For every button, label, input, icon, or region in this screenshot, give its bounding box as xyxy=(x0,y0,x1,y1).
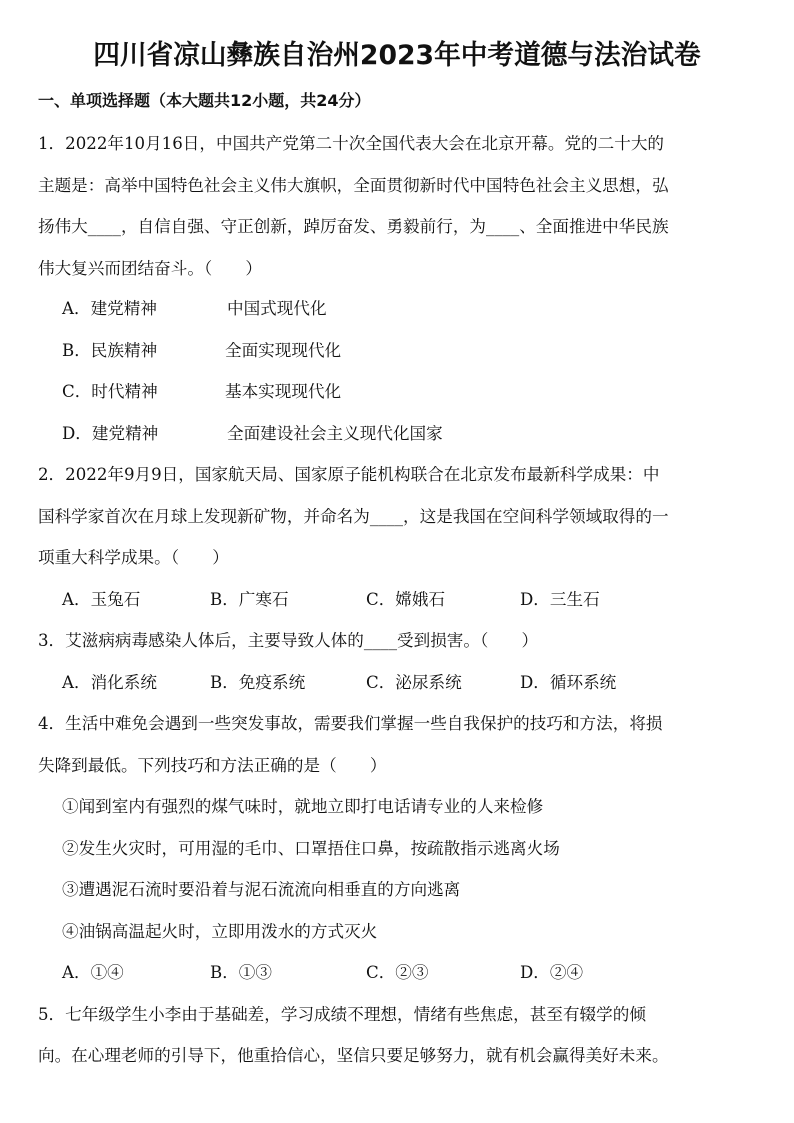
q4-option-c: C．②③ xyxy=(366,963,429,982)
q3-option-b: B．免疫系统 xyxy=(210,673,306,692)
q2-line-1: 2．2022年9月9日，国家航天局、国家原子能机构联合在北京发布最新科学成果：中 xyxy=(38,465,660,484)
q5-line-1: 5．七年级学生小李由于基础差，学习成绩不理想，情绪有些焦虑，甚至有辍学的倾 xyxy=(38,1005,646,1024)
q3-option-d: D．循环系统 xyxy=(520,673,617,692)
q2-line-2: 国科学家首次在月球上发现新矿物，并命名为____，这是我国在空间科学领域取得的一 xyxy=(38,507,669,526)
q1-option-b xyxy=(62,339,157,363)
option-key: D． xyxy=(62,424,92,443)
q3-option-c: C．泌尿系统 xyxy=(366,673,462,692)
q4-line-2: 失降到最低。下列技巧和方法正确的是（ ） xyxy=(38,756,387,775)
q1-option-c-b: 基本实现现代化 xyxy=(225,382,342,401)
q4-item-2: ②发生火灾时，可用湿的毛巾、口罩捂住口鼻，按疏散指示逃离火场 xyxy=(62,839,560,858)
option-text-a: 时代精神 xyxy=(91,382,158,401)
q2-option-b: B．广寒石 xyxy=(210,590,289,609)
q1-line-3: 扬伟大____，自信自强、守正创新，踔厉奋发、勇毅前行，为____、全面推进中华民族 xyxy=(38,217,669,236)
q1-option-c xyxy=(62,380,158,404)
q5-line-2: 向。在心理老师的引导下，他重拾信心，坚信只要足够努力，就有机会赢得美好未来。 xyxy=(38,1046,669,1065)
q2-option-d: D．三生石 xyxy=(520,590,600,609)
q1-option-d xyxy=(62,422,158,446)
q3-line-1: 3．艾滋病病毒感染人体后，主要导致人体的____受到损害。（ ） xyxy=(38,631,539,650)
q2-option-c: C．嫦娥石 xyxy=(366,590,446,609)
section-heading: 一、单项选择题（本大题共12小题，共24分） xyxy=(38,91,371,110)
q4-item-3: ③遭遇泥石流时要沿着与泥石流流向相垂直的方向逃离 xyxy=(62,880,461,899)
q4-item-1: ①闻到室内有强烈的煤气味时，就地立即打电话请专业的人来检修 xyxy=(62,797,544,816)
exam-title: 四川省凉山彝族自治州2023年中考道德与法治试卷 xyxy=(93,40,701,71)
option-key: C． xyxy=(62,382,92,401)
q2-line-3: 项重大科学成果。（ ） xyxy=(38,548,229,567)
q2-option-a: A．玉兔石 xyxy=(62,590,141,609)
q1-option-b-b: 全面实现现代化 xyxy=(225,341,342,360)
q4-line-1: 4．生活中难免会遇到一些突发事故，需要我们掌握一些自我保护的技巧和方法，将损 xyxy=(38,714,663,733)
q1-option-a-b: 中国式现代化 xyxy=(227,299,327,318)
q1-line-2: 主题是：高举中国特色社会主义伟大旗帜，全面贯彻新时代中国特色社会主义思想，弘 xyxy=(38,176,669,195)
option-key: B． xyxy=(62,341,91,360)
q1-option-d-b: 全面建设社会主义现代化国家 xyxy=(227,424,443,443)
option-key: A． xyxy=(62,299,91,318)
q1-line-4: 伟大复兴而团结奋斗。（ ） xyxy=(38,259,263,278)
q4-option-a: A．①④ xyxy=(62,963,124,982)
option-text-a: 民族精神 xyxy=(90,341,158,360)
q3-option-a: A．消化系统 xyxy=(62,673,157,692)
q4-option-b: B．①③ xyxy=(210,963,272,982)
q4-option-d: D．②④ xyxy=(520,963,584,982)
option-text-a: 建党精神 xyxy=(90,299,157,318)
q4-item-4: ④油锅高温起火时，立即用泼水的方式灭火 xyxy=(62,922,378,941)
q1-line-1: 1．2022年10月16日，中国共产党第二十次全国代表大会在北京开幕。党的二十大的 xyxy=(38,134,665,153)
option-text-a: 建党精神 xyxy=(91,424,159,443)
q1-option-a xyxy=(62,297,157,321)
